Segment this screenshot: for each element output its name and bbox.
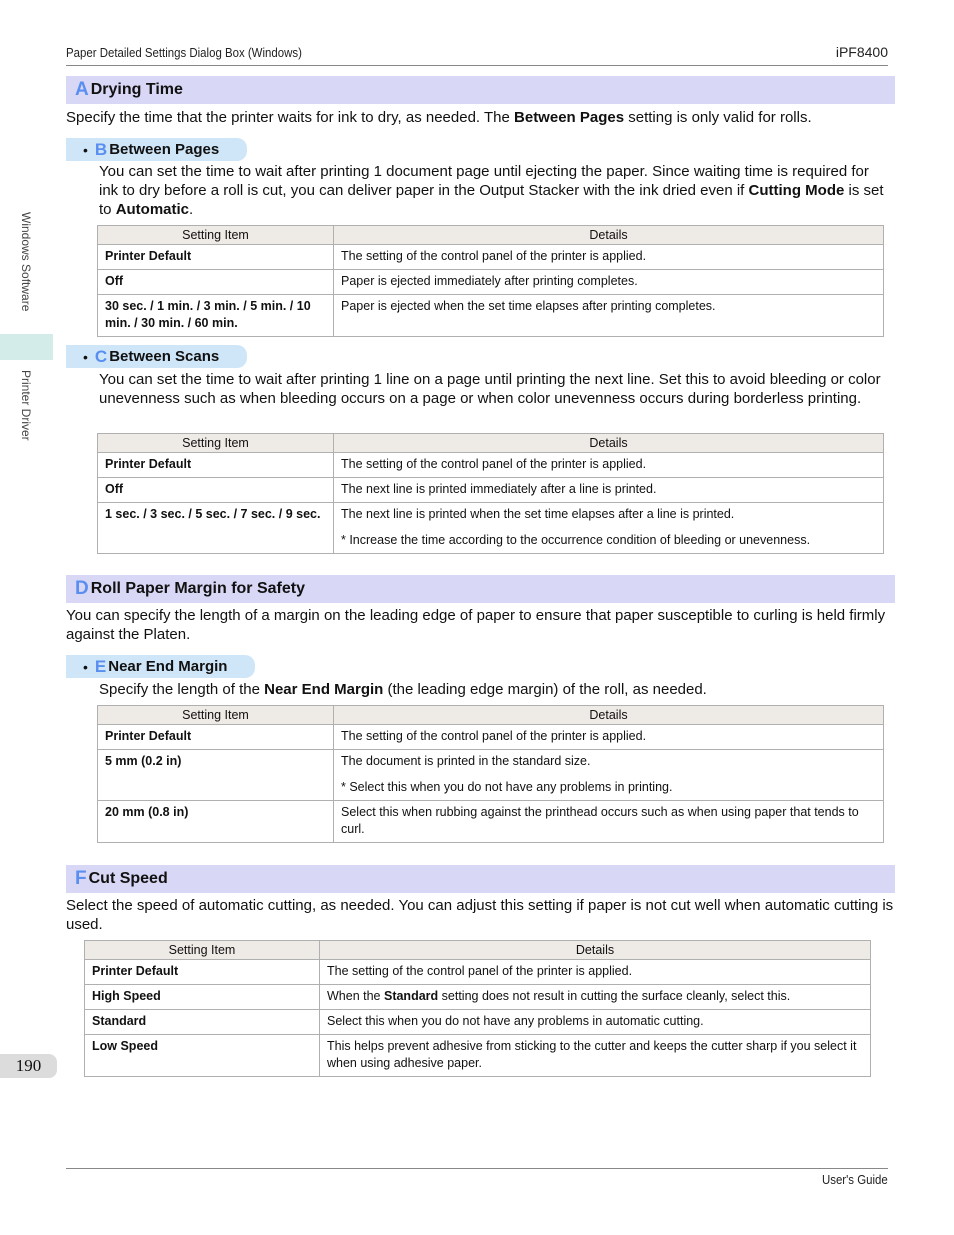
near-end-margin-description [99,680,889,699]
bullet: • [83,658,88,675]
text: Specify the length of the [99,681,265,698]
subheading-between-scans [66,345,247,368]
table-row [98,503,884,554]
section-heading-cut-speed [66,865,895,893]
bold-text: Between Pages [514,109,625,126]
bold-text: Near End Margin [264,681,384,698]
footer-guide-name: User's Guide [822,1172,888,1187]
between-pages-description [99,162,889,219]
page-number: 190 [0,1054,57,1078]
bold-text: Cutting Mode [748,182,845,199]
table-row [98,245,884,270]
setting-details: The setting of the control panel of the printer is applied. [334,245,884,270]
text: (the leading edge margin) of the roll, as needed. [383,681,707,698]
details-text: The next line is printed when the set time elapses after a line is printed. [341,507,735,521]
table-row [85,1035,871,1077]
bold-text: Standard [383,989,439,1003]
column-header: Details [320,941,871,960]
table-header-row [98,226,884,245]
table-header-row [85,941,871,960]
setting-item: Printer Default [98,245,334,270]
details-note: * Select this when you do not have any problems in printing. [341,780,673,794]
setting-details: Paper is ejected when the set time elapses after printing completes. [334,295,884,337]
table-header-row [98,706,884,725]
subheading-title: Near End Margin [108,658,228,675]
setting-details: This helps prevent adhesive from sticking to the cutter and keeps the cutter sharp if you select it when using adhesive paper. [320,1035,871,1077]
column-header: Setting Item [98,434,334,453]
bullet: • [83,141,88,158]
cut-speed-table [84,940,871,1077]
header-divider [66,65,888,66]
between-pages-table [97,225,884,337]
sidebar-label-printer-driver[interactable]: Printer Driver [19,370,33,441]
setting-item: Printer Default [98,453,334,478]
setting-details: The setting of the control panel of the printer is applied. [334,453,884,478]
table-row [98,801,884,843]
column-header: Details [334,706,884,725]
column-header: Setting Item [85,941,320,960]
subheading-near-end-margin [66,655,255,678]
header-document-title: Paper Detailed Settings Dialog Box (Windows) [66,45,302,60]
subheading-title: Between Pages [109,141,220,158]
setting-item: 5 mm (0.2 in) [98,750,334,801]
setting-details [320,985,871,1010]
table-header-row [98,434,884,453]
setting-item: Low Speed [85,1035,320,1077]
text: setting does not result in cutting the surface cleanly, select this. [438,989,791,1003]
sidebar-active-tab [0,334,53,360]
column-header: Setting Item [98,706,334,725]
table-row [85,985,871,1010]
header-model-name: iPF8400 [835,44,888,60]
roll-paper-margin-description: You can specify the length of a margin on the leading edge of paper to ensure that paper susceptible to curling is held firmly against the Platen. [66,607,886,643]
bold-text: Automatic [115,201,190,218]
sidebar-label-windows-software[interactable]: Windows Software [19,212,33,312]
setting-details: The setting of the control panel of the printer is applied. [320,960,871,985]
setting-item: High Speed [85,985,320,1010]
subheading-letter: E [94,656,107,676]
text: Specify the time that the printer waits for ink to dry, as needed. The [66,109,515,126]
table-row [98,453,884,478]
details-text: The document is printed in the standard size. [341,754,591,768]
column-header: Details [334,434,884,453]
text: is set to [99,182,884,218]
setting-details: Paper is ejected immediately after printing completes. [334,270,884,295]
setting-item: Printer Default [85,960,320,985]
setting-item: 1 sec. / 3 sec. / 5 sec. / 7 sec. / 9 sec. [98,503,334,554]
drying-time-description [66,108,896,127]
setting-item: 20 mm (0.8 in) [98,801,334,843]
setting-details: Select this when rubbing against the printhead occurs such as when using paper that tends to curl. [334,801,884,843]
section-heading-drying-time [66,76,895,104]
subheading-letter: C [94,346,108,366]
table-row [98,725,884,750]
between-scans-description: You can set the time to wait after printing 1 line on a page until printing the next line. Set this to avoid bleeding or color unevenness such as when bleeding occurs on a page or when color unevenness occurs during borderless printing. [99,371,881,407]
cut-speed-description: Select the speed of automatic cutting, as needed. You can adjust this setting if paper is not cut well when automatic cutting is used. [66,897,894,933]
column-header: Setting Item [98,226,334,245]
setting-details: The next line is printed immediately after a line is printed. [334,478,884,503]
table-row [85,1010,871,1035]
table-row [98,270,884,295]
setting-details [334,750,884,801]
section-title: Drying Time [90,81,183,98]
setting-item: 30 sec. / 1 min. / 3 min. / 5 min. / 10 min. / 30 min. / 60 min. [98,295,334,337]
setting-details [334,503,884,554]
column-header: Details [334,226,884,245]
section-title: Cut Speed [88,870,168,887]
near-end-margin-table [97,705,884,843]
text: You can set the time to wait after printing 1 document page until ejecting the paper. Since waiting time is required for ink to dry before a roll is cut, you can deliver paper in the Output Stacker with the ink dried even if [99,163,869,199]
text: . [189,201,194,218]
section-title: Roll Paper Margin for Safety [90,580,305,597]
table-row [98,295,884,337]
table-row [98,750,884,801]
table-row [85,960,871,985]
setting-item: Standard [85,1010,320,1035]
details-note: * Increase the time according to the occurrence condition of bleeding or unevenness. [341,533,811,547]
section-letter: D [75,578,89,599]
subheading-between-pages [66,138,247,161]
subheading-letter: B [94,139,108,159]
table-row [98,478,884,503]
setting-details: The setting of the control panel of the printer is applied. [334,725,884,750]
section-letter: F [75,868,87,889]
subheading-title: Between Scans [109,348,220,365]
setting-details: Select this when you do not have any problems in automatic cutting. [320,1010,871,1035]
section-heading-roll-paper-margin [66,575,895,603]
setting-item: Printer Default [98,725,334,750]
text: When the [327,989,384,1003]
footer-divider [66,1168,888,1169]
setting-item: Off [98,270,334,295]
section-letter: A [75,79,89,100]
bullet: • [83,348,88,365]
setting-item: Off [98,478,334,503]
between-scans-table [97,433,884,554]
text: setting is only valid for rolls. [624,109,812,126]
